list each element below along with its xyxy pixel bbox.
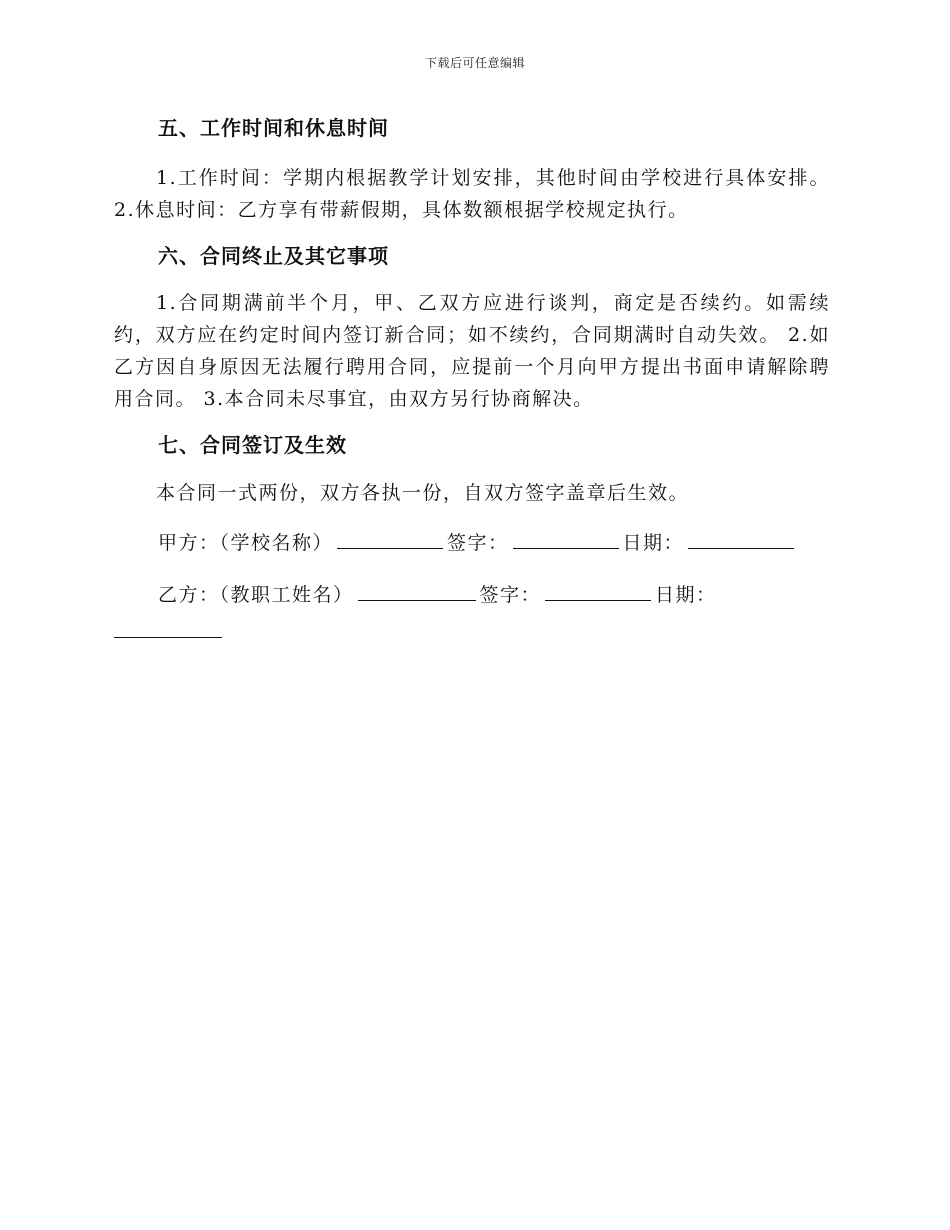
party-a-sign-blank <box>513 528 619 549</box>
party-a-label: 甲方：（学校名称） <box>158 532 334 554</box>
section-text-signing: 本合同一式两份，双方各执一份，自双方签字盖章后生效。 <box>156 482 690 504</box>
party-b-label: 乙方：（教职工姓名） <box>158 584 354 606</box>
party-b-sign-blank <box>545 580 651 601</box>
signature-line-party-a <box>114 527 830 559</box>
section-heading-work-time: 五、工作时间和休息时间 <box>158 116 389 140</box>
party-b-name-blank <box>358 580 476 601</box>
section-text-work-time: 1.工作时间：学期内根据教学计划安排，其他时间由学校进行具体安排。 2.休息时间：乙方享有带薪假期，具体数额根据学校规定执行。 <box>114 167 830 221</box>
document-body <box>114 110 830 638</box>
party-a-name-blank <box>337 528 443 549</box>
section-text-termination: 1.合同期满前半个月，甲、乙双方应进行谈判，商定是否续约。如需续约，双方应在约定时间内签订新合同；如不续约，合同期满时自动失效。 2.如乙方因自身原因无法履行聘用合同，应提前一个月向甲方提出书面申请解除聘用合同。 3.本合同未尽事宜，由双方另行协商解决。 <box>114 292 830 410</box>
party-a-date-blank <box>688 528 794 549</box>
party-b-date-label: 日期： <box>655 584 717 606</box>
section-heading-signing: 七、合同签订及生效 <box>158 433 347 457</box>
party-a-sign-label: 签字： <box>447 532 509 554</box>
signature-line-party-b <box>114 579 830 611</box>
party-b-sign-label: 签字： <box>479 584 542 606</box>
party-a-date-label: 日期： <box>622 532 685 554</box>
page-header-note: 下载后可任意编辑 <box>424 56 525 70</box>
party-b-date-blank <box>114 617 222 638</box>
section-heading-termination: 六、合同终止及其它事项 <box>158 244 389 268</box>
